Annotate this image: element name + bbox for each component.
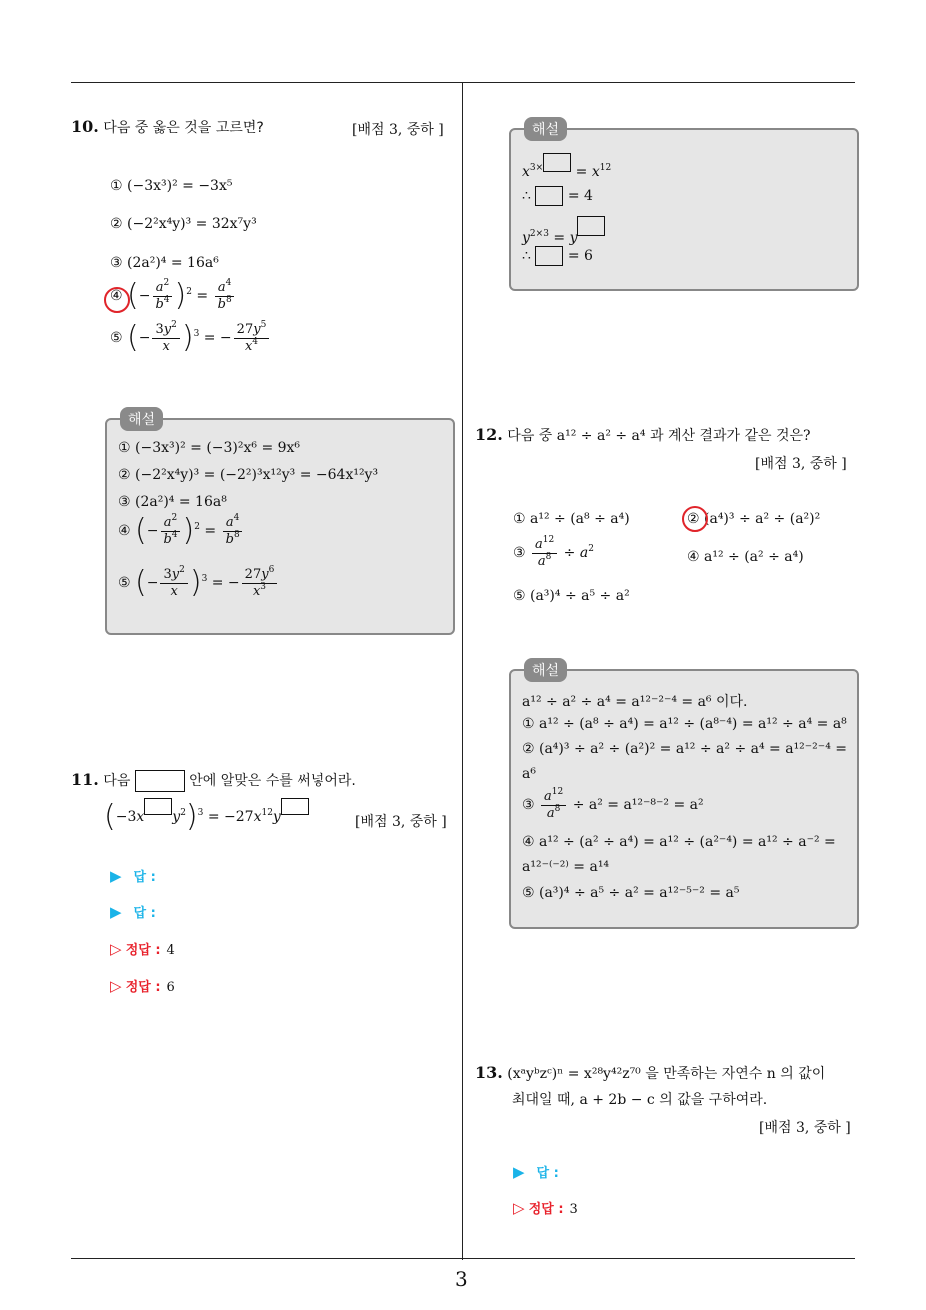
q10-number: 10. <box>71 117 99 136</box>
bottom-rule <box>71 1258 855 1259</box>
q12-option-3-marker: ③ <box>513 545 526 562</box>
q12-selected-circle <box>682 506 708 532</box>
q11-explanation-value-2: = 6 <box>567 248 593 264</box>
q10-points: [배점 3, 중하 ] <box>352 122 444 138</box>
q11-header <box>71 770 356 792</box>
q12-option-4: ④ a¹² ÷ (a² ÷ a⁴) <box>687 549 804 565</box>
q10-explanation-1: ① (−3x³)² = (−3)²x⁶ = 9x⁶ <box>118 440 301 456</box>
q13-points: [배점 3, 중하 ] <box>759 1120 851 1136</box>
q10-explanation-5-marker: ⑤ <box>118 575 131 592</box>
q10-option-4: ④ (− $\frac{a^2}{b^4}$ )$^2$ = $\frac{a^4}{b^8}$ <box>110 281 237 311</box>
q13-answer[interactable]: ▶ 답 : <box>513 1163 559 1181</box>
q12-explanation-1: ① a¹² ÷ (a⁸ ÷ a⁴) = a¹² ÷ (a⁸⁻⁴) = a¹² ÷ a⁴ = a⁸ <box>522 716 847 732</box>
q13-answer-label: 답 : <box>536 1166 559 1181</box>
q12-option-3: ③ $\frac{a^{12}}{a^8}$ ÷ $a^2$ <box>513 535 594 569</box>
q12-option-5: ⑤ (a³)⁴ ÷ a⁵ ÷ a² <box>513 588 630 604</box>
q10-option-5-marker: ⑤ <box>110 330 123 347</box>
q11-correct-1: ▷ 정답 : 4 <box>110 940 175 958</box>
q10-explanation-4: ④ (− $\frac{a^2}{b^4}$ )$^2$ = $\frac{a^4}{b^8}$ <box>118 516 245 546</box>
q12-explanation-2b: a⁶ <box>522 766 536 782</box>
q13-header <box>475 1063 825 1083</box>
q13-number: 13. <box>475 1063 503 1082</box>
q13-text-b: 최대일 때, a + 2b − c 의 값을 구하여라. <box>512 1092 768 1108</box>
q10-option-1: ① (−3x³)² = −3x⁵ <box>110 178 233 194</box>
q12-explanation-3: ③ $\frac{a^{12}}{a^8}$ ÷ a² = a¹²⁻⁸⁻² = a² <box>522 787 704 821</box>
q11-explanation-3: $y^{2\times 3} = y$ <box>522 216 605 246</box>
q11-explanation-tag: 해설 <box>524 117 567 141</box>
q11-explanation-value-1: = 4 <box>567 188 593 204</box>
q10-explanation-3: ③ (2a²)⁴ = 16a⁸ <box>118 494 227 510</box>
page-number: 3 <box>455 1267 468 1291</box>
q13-correct: ▷ 정답 : 3 <box>513 1199 578 1217</box>
q11-equation: (−3x $y^2)^3 = -27x^{12}y$ <box>104 798 309 832</box>
q12-header <box>475 425 811 445</box>
q12-explanation-4a: ④ a¹² ÷ (a² ÷ a⁴) = a¹² ÷ (a²⁻⁴) = a¹² ÷ a⁻² = <box>522 834 836 850</box>
column-divider <box>462 83 463 1260</box>
q11-number: 11. <box>71 770 99 789</box>
q12-explanation-4b: a¹²⁻⁽⁻²⁾ = a¹⁴ <box>522 859 610 875</box>
q12-text: 다음 중 a¹² ÷ a² ÷ a⁴ 과 계산 결과가 같은 것은? <box>507 428 811 444</box>
q11-explanation-2 <box>522 186 593 206</box>
q12-option-2-text: (a⁴)³ ÷ a² ÷ (a²)² <box>704 511 821 527</box>
q10-option-4-marker: ④ <box>110 288 123 305</box>
q11-explanation-4 <box>522 246 593 266</box>
q11-explanation-therefore-2: ∴ <box>522 248 531 264</box>
q11-explanation-therefore-1: ∴ <box>522 188 531 204</box>
q10-selected-circle <box>104 287 130 313</box>
q12-number: 12. <box>475 425 503 444</box>
q10-option-3: ③ (2a²)⁴ = 16a⁶ <box>110 255 219 271</box>
q12-explanation-3-marker: ③ <box>522 797 535 814</box>
q13-correct-value: 3 <box>569 1202 578 1217</box>
q11-correct-2-value: 6 <box>166 980 175 995</box>
q11-blank-box <box>135 770 185 792</box>
q10-explanation-4-marker: ④ <box>118 523 131 540</box>
q12-explanation-3-tail: ÷ a² = a¹²⁻⁸⁻² = a² <box>572 797 704 814</box>
q11-text-b: 안에 알맞은 수를 써넣어라. <box>189 773 356 789</box>
q11-text-a: 다음 <box>103 773 131 789</box>
q12-explanation-5: ⑤ (a³)⁴ ÷ a⁵ ÷ a² = a¹²⁻⁵⁻² = a⁵ <box>522 885 740 901</box>
q11-correct-1-value: 4 <box>166 943 175 958</box>
q11-answer-1[interactable]: ▶ 답 : <box>110 867 156 885</box>
q10-explanation-2: ② (−2²x⁴y)³ = (−2²)³x¹²y³ = −64x¹²y³ <box>118 467 379 483</box>
q11-correct-2: ▷ 정답 : 6 <box>110 977 175 995</box>
q13-correct-label: 정답 : <box>528 1202 564 1217</box>
q12-points: [배점 3, 중하 ] <box>755 456 847 472</box>
q12-explanation-0: a¹² ÷ a² ÷ a⁴ = a¹²⁻²⁻⁴ = a⁶ 이다. <box>522 694 748 710</box>
q10-option-5: ⑤ (− $\frac{3y^2}{x}$ )$^3$ = − $\frac{27y^5}{x^4}$ <box>110 323 271 353</box>
q10-explanation-tag: 해설 <box>120 407 163 431</box>
q12-option-1: ① a¹² ÷ (a⁸ ÷ a⁴) <box>513 511 630 527</box>
q11-points: [배점 3, 중하 ] <box>355 814 447 830</box>
q11-answer-2-label: 답 : <box>133 906 156 921</box>
q12-explanation-2a: ② (a⁴)³ ÷ a² ÷ (a²)² = a¹² ÷ a² ÷ a⁴ = a¹²⁻²⁻⁴ = <box>522 741 847 757</box>
q11-correct-2-label: 정답 : <box>125 980 161 995</box>
q10-header <box>71 117 264 137</box>
q13-text-a: (xᵃyᵇzᶜ)ⁿ = x²⁸y⁴²z⁷⁰ 을 만족하는 자연수 n 의 값이 <box>507 1066 826 1082</box>
q12-explanation-tag: 해설 <box>524 658 567 682</box>
q12-option-2-marker: ② <box>687 511 700 527</box>
q11-explanation-1: $x^{3\times} = x^{12}$ <box>522 153 611 180</box>
q10-explanation-5: ⑤ (− $\frac{3y^2}{x}$ )$^3$ = − $\frac{27y^6}{x^3}$ <box>118 568 279 598</box>
q11-answer-1-label: 답 : <box>133 870 156 885</box>
q10-option-2: ② (−2²x⁴y)³ = 32x⁷y³ <box>110 216 257 232</box>
top-rule <box>71 82 855 83</box>
q11-answer-2[interactable]: ▶ 답 : <box>110 903 156 921</box>
q10-text: 다음 중 옳은 것을 고르면? <box>103 120 264 136</box>
q11-correct-1-label: 정답 : <box>125 943 161 958</box>
